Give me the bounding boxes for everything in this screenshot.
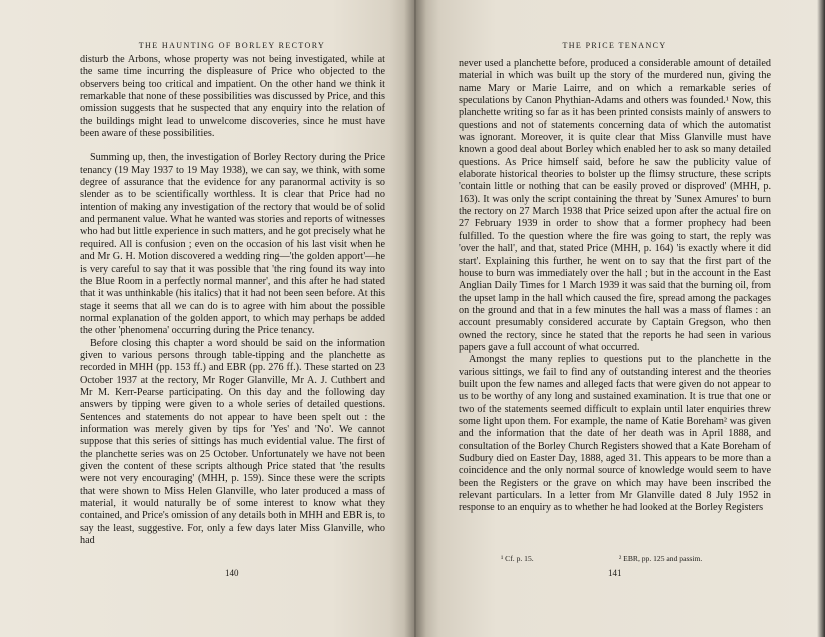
paragraph: Before closing this chapter a word should be said on the information given to various persons through table-tipping and the planchette as recorded in MHH (pp. 153 ff.) and EBR (pp. 276 ff.). These started on 23 October 1937 at the rectory, Mr Roger Glanville, Mr A. J. Cuthbert and Mr M. Kerr-Pearse participating. On this day and the following day answers by tipping were given to a whole series of detailed questions. Sentences and statements do not appear to have been spelt out : the information was merely given by tips for 'Yes' and 'No'. We cannot suppose that this series of sittings has much evidential value. The first of the planchette series was on 25 October. Unfortunately we have not been given the content of these scripts although Price stated that 'the results were not very encouraging' (MHH, p. 159). Since these were the scripts that were shown to Miss Helen Glanville, who later produced a mass of material, it would naturally be of some interest to know what they contained, and Price's omission of any details both in MHH and EBR is, to say the least, suggestive. For, only a few days later Miss Glanville, who had bbox=[80, 337, 385, 547]
paragraph: disturb the Arbons, whose property was not being investigated, while at the same time incurring the displeasure of Price who objected to the observers being too critical and impatient. On the other hand we think it remarkable that none of these possibilities was discussed by Price, and this omission suggests that he suspected that any enquiry into the relation of the buildings might lead to unwelcome discoveries, since he must have been aware of these possibilities. bbox=[80, 54, 385, 140]
paragraph: Summing up, then, the investigation of Borley Rectory during the Price tenancy (19 May 1937 to 19 May 1938), we can say, we think, with some degree of assurance that the evidence for any paranormal activity is so slender as to be scientifically worthless. It is clear that Price had no intention of making any investigation of the rectory that would be of solid and permanent value. What he wanted was stories and reports of witnesses who had but little experience in such matters, and he got precisely what he required. All is confusion ; even on the occasion of his last visit when he and Mr G. H. Motion discovered a wedding ring—'the golden apport'—he is very careful to say that it was possible that 'the ring found its way into the Blue Room in a perfectly normal manner', and this after he had stated that it was unthinkable (his italics) that it had not been seen before. At this stage it seems that all we can do is to agree with him about the possible normal explanation of the golden apport, to which may perhaps be added the other 'phenomena' occurring during the Price tenancy. bbox=[80, 152, 385, 337]
right-page bbox=[414, 0, 825, 637]
paragraph: never used a planchette before, produced a considerable amount of detailed material in which was built up the story of the murdered nun, giving the name Mary or Marie Lairre, and on which a remarkable series of speculations by Canon Phythian-Adams and others was founded.¹ Now, this planchette writing so far as it has been printed consists mainly of answers to questions and not of statements concerning data of which the automatist was ignorant. Moreover, it is quite clear that Miss Glanville must have known a good deal about Borley which enabled her to ask so many detailed questions. As Price himself said, before he saw the publicity value of elaborate historical theories to bolster up the flimsy structure, these scripts 'contain little or nothing that can be easily proved or disproved' (MHH, p. 163). It was only the script containing the threat by 'Sunex Amures' to burn the rectory on 27 March 1938 that Price seized upon after the actual fire on 27 February 1939 in order to show that a former prophecy had been fulfilled. To the question where the fire was going to start, the reply was 'over the hall', and that, stated Price (MHH, p. 164) 'is exactly where it did start'. Explaining this further, he went on to say that the first part of the house to burn was immediately over the hall ; but in the account in the East Anglian Daily Times for 1 March 1939 it was said that the burning oil, from the upset lamp in the hall which caused the fire, spread among the packages on the ground and that in a few minutes the hall was a mass of flames : an account presumably considered accurate by Captain Gregson, who then owned the rectory, since he stated that the reports he had seen in various papers gave a full account of what occurred. bbox=[459, 58, 771, 353]
page-number-left: 140 bbox=[225, 568, 239, 578]
running-head-right: THE PRICE TENANCY bbox=[562, 41, 667, 50]
right-body-text bbox=[459, 58, 771, 515]
paragraph: Amongst the many replies to questions put to the planchette in the various sittings, we fail to find any of outstanding interest and the theories built upon the few names and alleged facts that were given do not appear to us to be worthy of any long and sustained examination. It is true that one or two of the statements seemed difficult to explain until later enquiries threw some light upon them. For example, the name of Katie Boreham² was given and the information that the date of her death was in April 1888, and consultation of the Borley Church Registers showed that a Kate Boreham of Sudbury died on Easter Day, 1888, aged 31. This appears to be more than a coincidence and the only normal source of knowledge would seem to have been the Registers or the grave on which may have been inscribed the relevant particulars. In a letter from Mr Glanville dated 8 July 1952 in response to an enquiry as to whether he had looked at the Borley Registers bbox=[459, 354, 771, 514]
footnote: ¹ Cf. p. 15. bbox=[501, 554, 534, 563]
left-body-text bbox=[80, 54, 385, 547]
page-number-right: 141 bbox=[608, 568, 622, 578]
footnote: ² EBR, pp. 125 and passim. bbox=[619, 554, 703, 563]
running-head-left: THE HAUNTING OF BORLEY RECTORY bbox=[138, 41, 326, 50]
